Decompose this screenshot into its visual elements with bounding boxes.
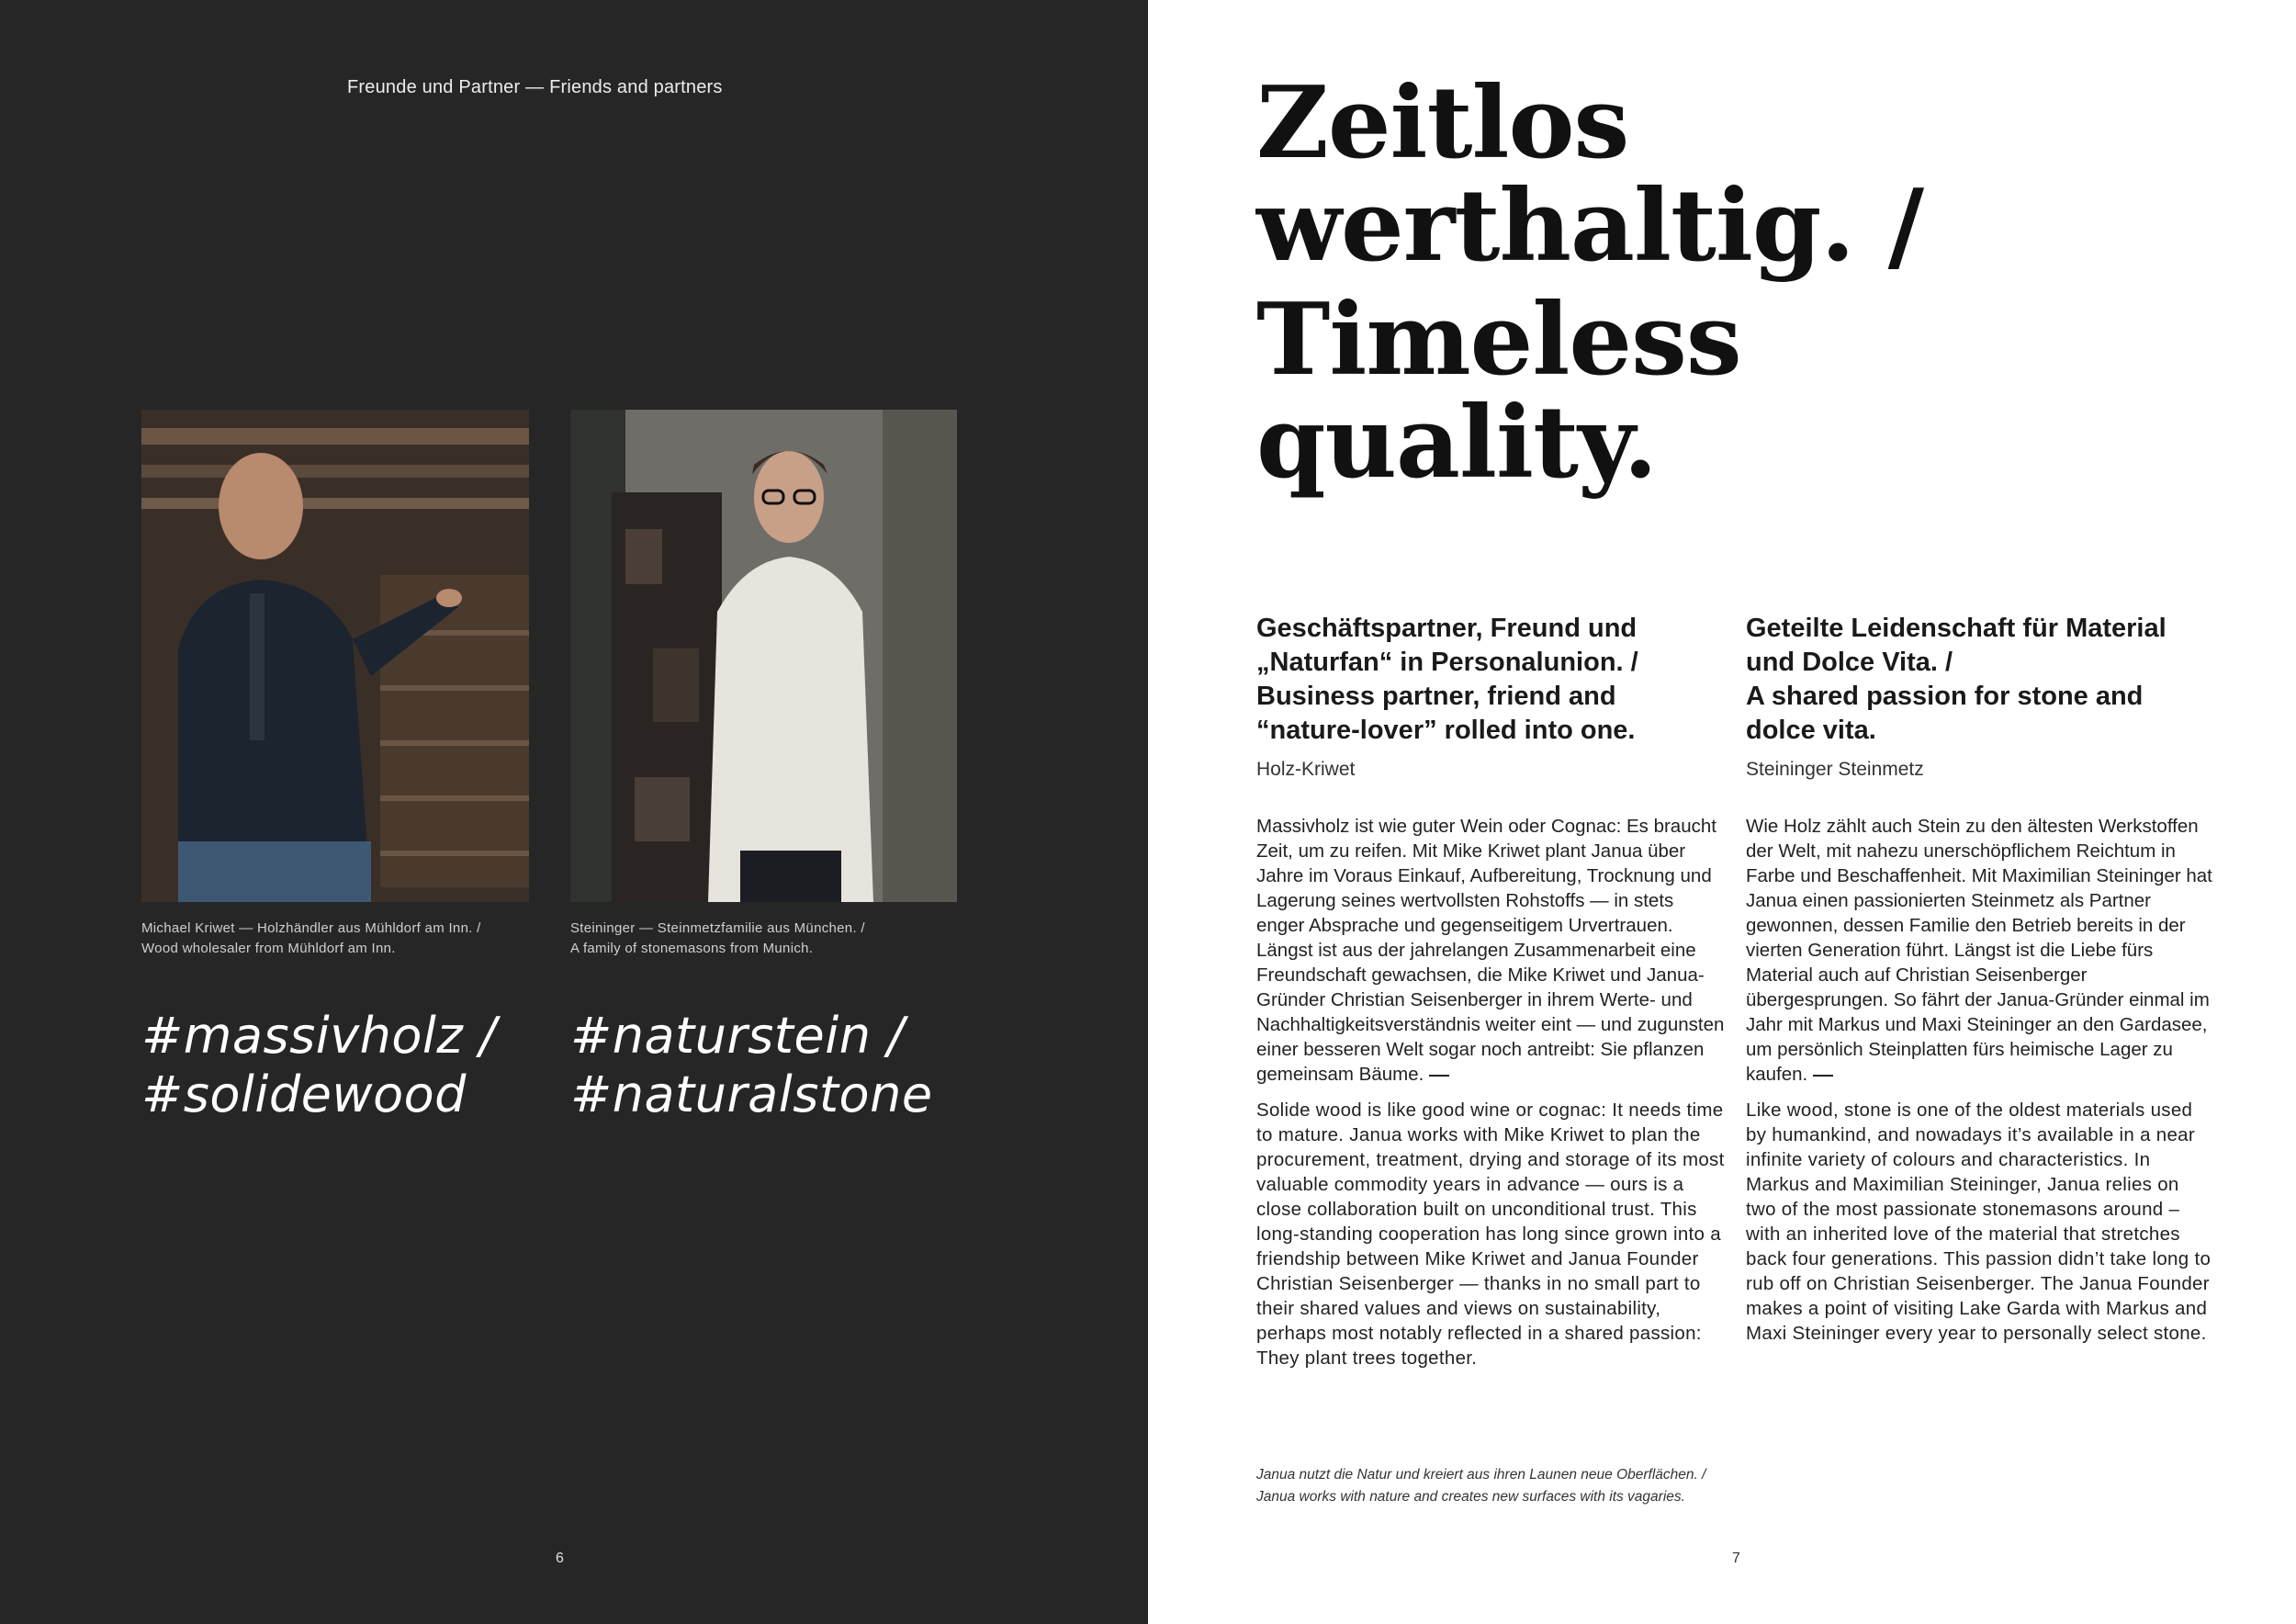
heading-line: dolce vita.	[1746, 716, 1876, 745]
page-number: 6	[556, 1551, 564, 1566]
headline-line: werthaltig. /	[1256, 168, 1924, 284]
footnote	[1256, 1464, 1844, 1508]
column-heading-en	[1256, 680, 1725, 748]
column-subtitle: Holz-Kriwet	[1256, 759, 1356, 780]
column-heading-de	[1256, 612, 1725, 680]
hashtag-line: #solidewood	[141, 1066, 467, 1123]
headline-line: Zeitlos	[1256, 65, 1629, 181]
body-text-de	[1256, 814, 1725, 1087]
body-text-en: Like wood, stone is one of the oldest materials used by humankind, and nowadays it’s available in a near infinite variety of colours and characteristics. In Markus and Maximilian Steininger, Janua relies on two of the most passionate stonemasons around – with an inherited love of the material that stretches back four generations. This passion didn’t take long to rub off on Christian Seisenberger. The Janua Founder makes a point of visiting Lake Garda with Markus and Maxi Steininger every year to personally select stone.	[1746, 1100, 2212, 1344]
end-mark	[1429, 1075, 1449, 1077]
headline-line: Timeless	[1256, 282, 1741, 398]
heading-line: „Naturfan“ in Personalunion. /	[1256, 648, 1638, 677]
caption-line-en: Wood wholesaler from Mühldorf am Inn.	[141, 941, 396, 956]
caption-line-en: A family of stonemasons from Munich.	[570, 941, 814, 956]
photo-caption	[141, 919, 527, 959]
footnote-line-de: Janua nutzt die Natur und kreiert aus ihren Launen neue Oberflächen. /	[1256, 1467, 1706, 1483]
hashtag-line: #naturalstone	[570, 1066, 933, 1123]
section-label: Freunde und Partner — Friends and partners	[347, 77, 723, 97]
body-text-de	[1746, 814, 2214, 1087]
column-subtitle: Steininger Steinmetz	[1746, 759, 1924, 780]
heading-line: Geschäftspartner, Freund und	[1256, 614, 1638, 643]
photo-steininger	[570, 410, 957, 902]
caption-line-de: Michael Kriwet — Holzhändler aus Mühldorf am Inn. /	[141, 920, 481, 936]
heading-line: Geteilte Leidenschaft für Material	[1746, 614, 2167, 643]
body-text: Wie Holz zählt auch Stein zu den ältesten Werkstoffen der Welt, mit nahezu unerschöpflichem Reichtum in Farbe und Beschaffenheit. Mit Maximilian Steininger hat Janua einen passionierten Steinmetz als Partner gewonnen, dessen Familie den Betrieb bereits in der vierten Generation führt. Längst ist die Liebe fürs Material auch auf Christian Seisenberger übergesprungen. So fährt der Janua-Gründer einmal im Jahr mit Markus und Maxi Steininger an den Gardasee, um persönlich Steinplatten fürs heimische Lager zu kaufen.	[1746, 816, 2212, 1085]
photo-michael-kriwet	[141, 410, 529, 902]
body-text-en: Solide wood is like good wine or cognac: It needs time to mature. Janua works with Mike Kriwet to plan the procurement, treatment, drying and storage of its most valuable commodity years in advance — ours is a close collaboration built on unconditional trust. This long-standing cooperation has long since grown into a friendship between Mike Kriwet and Janua Founder Christian Seisenberger — thanks in no small part to their shared values and views on sustainability, perhaps most notably reflected in a shared passion: They plant trees together.	[1256, 1100, 1725, 1369]
hashtag-block	[141, 1007, 497, 1124]
hashtag-line: #naturstein /	[570, 1007, 905, 1065]
end-mark	[1813, 1075, 1833, 1077]
hashtag-line: #massivholz /	[141, 1007, 497, 1065]
column-heading-de	[1746, 612, 2214, 680]
page-number: 7	[1732, 1551, 1740, 1566]
hashtag-block	[570, 1007, 933, 1124]
footnote-line-en: Janua works with nature and creates new surfaces with its vagaries.	[1256, 1489, 1685, 1505]
body-text: Massivholz ist wie guter Wein oder Cognac: Es braucht Zeit, um zu reifen. Mit Mike Kriwet plant Janua über Jahre im Voraus Einkauf, Aufbereitung, Trocknung und Lagerung seines wertvollsten Rohstoffs — in stets enger Absprache und gegenseitigem Urvertrauen. Längst ist aus der jahrelangen Zusammenarbeit eine Freundschaft gewachsen, die Mike Kriwet und Janua-Gründer Christian Seisenberger in ihrem Werte- und Nachhaltigkeitsverständnis weiter eint — und zugunsten einer besseren Welt sogar noch antreibt: Sie pflanzen gemeinsam Bäume.	[1256, 816, 1725, 1085]
article-column-kriwet	[1256, 612, 1725, 1370]
right-page	[1148, 0, 2296, 1624]
photo-caption	[570, 919, 956, 959]
article-column-steininger	[1746, 612, 2214, 1346]
heading-line: Business partner, friend and	[1256, 682, 1616, 711]
heading-line: “nature-lover” rolled into one.	[1256, 716, 1636, 745]
page-headline	[1256, 65, 2175, 501]
heading-line: und Dolce Vita. /	[1746, 648, 1953, 677]
column-heading-en	[1746, 680, 2214, 748]
headline-line: quality.	[1256, 385, 1657, 501]
heading-line: A shared passion for stone and	[1746, 682, 2144, 711]
caption-line-de: Steininger — Steinmetzfamilie aus München. /	[570, 920, 865, 936]
